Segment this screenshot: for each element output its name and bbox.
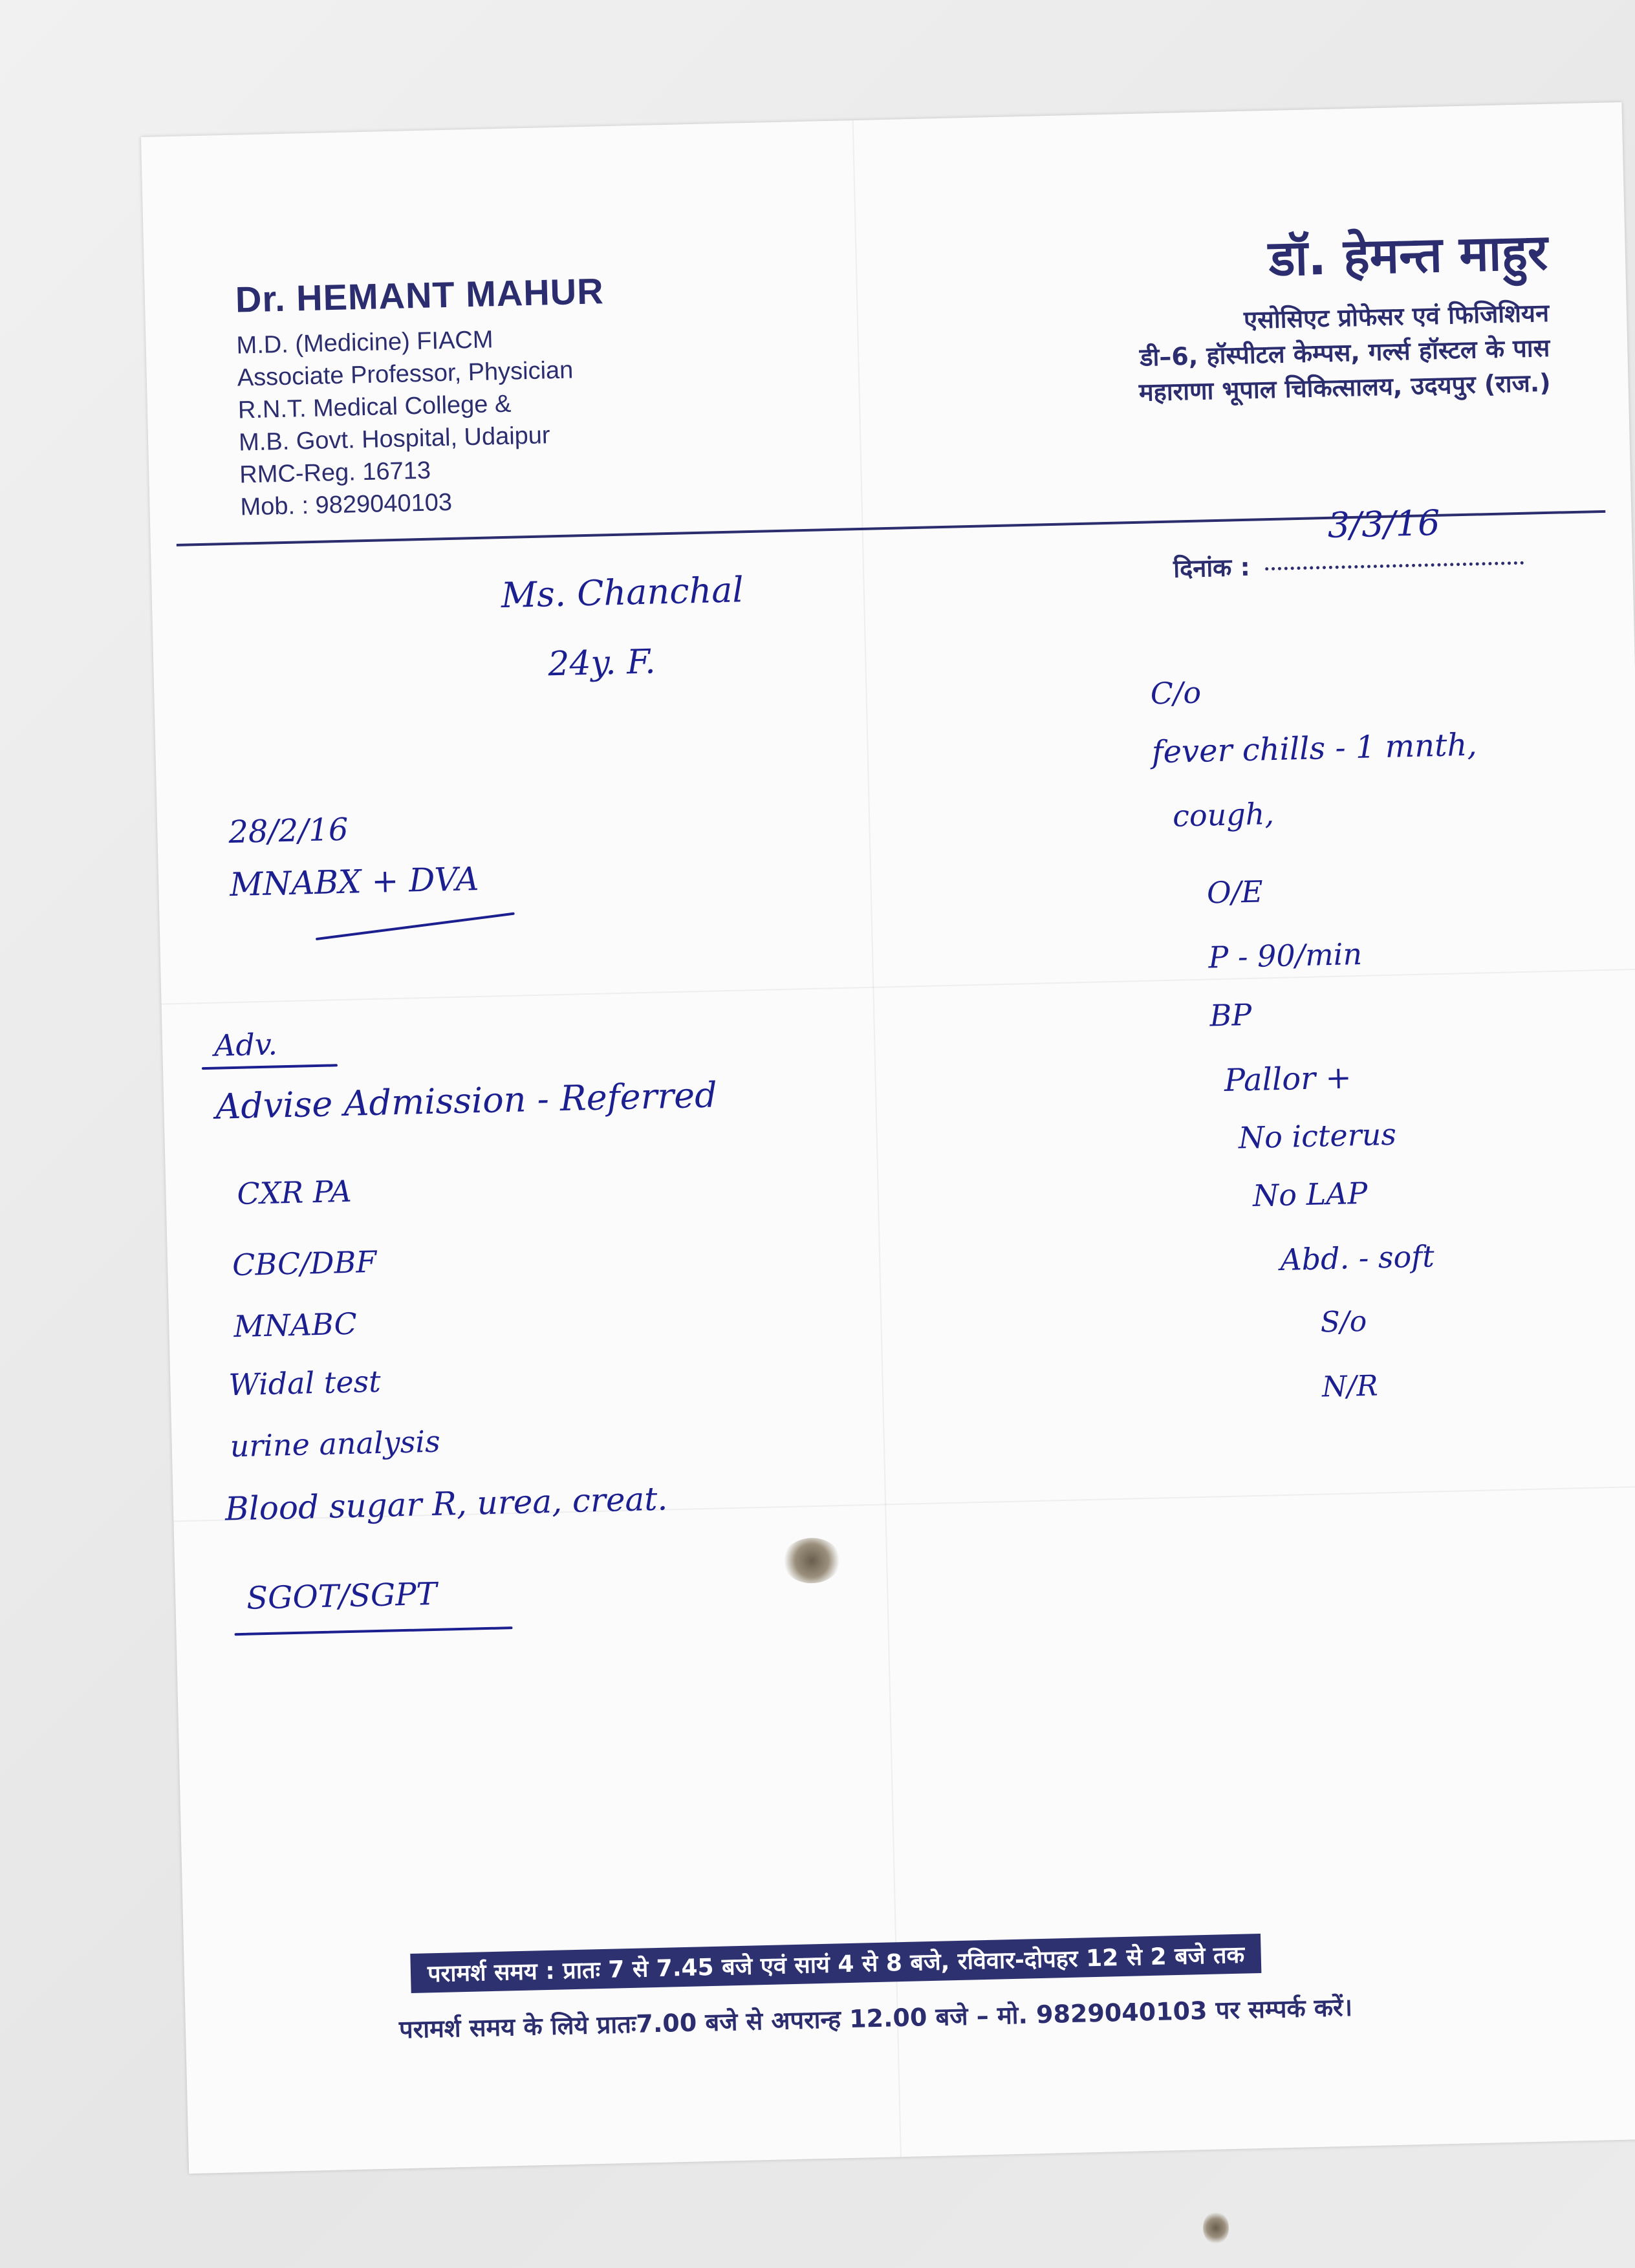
exam-label: O/E xyxy=(1206,874,1264,911)
hospital-hi: महाराणा भूपाल चिकित्सालय, उदयपुर (राज.) xyxy=(1138,368,1552,407)
advice-note: Advise Admission - Referred xyxy=(215,1074,718,1127)
advice-label: Adv. xyxy=(213,1026,278,1063)
history-underline xyxy=(316,913,515,941)
exam-item: Pallor + xyxy=(1224,1059,1352,1099)
final-test-underline xyxy=(235,1626,513,1636)
scan-speck xyxy=(1203,2212,1229,2244)
advice-label-underline xyxy=(202,1064,338,1070)
prescription-sheet xyxy=(141,102,1635,2174)
address-hi: डी–6, हॉस्पीटल केम्पस, गर्ल्स हॉस्टल के पास xyxy=(1139,333,1550,372)
paper-fold xyxy=(852,120,902,2157)
patient-name: Ms. Chanchal xyxy=(501,569,744,616)
history-date: 28/2/16 xyxy=(228,811,349,851)
investigation-item: urine analysis xyxy=(230,1423,441,1464)
complaint-label: C/o xyxy=(1150,675,1202,711)
investigation-item: Blood sugar R, urea, creat. xyxy=(224,1480,668,1528)
final-test: SGOT/SGPT xyxy=(246,1575,438,1617)
qualification: M.D. (Medicine) FIACM xyxy=(236,326,493,360)
exam-item: No LAP xyxy=(1252,1175,1368,1213)
doctor-name-en: Dr. HEMANT MAHUR xyxy=(235,270,605,320)
doctor-name-hi: डॉ. हेमन्त माहुर xyxy=(1268,222,1548,287)
exam-item: Abd. - soft xyxy=(1279,1238,1435,1277)
college: R.N.T. Medical College & xyxy=(237,390,512,424)
hospital: M.B. Govt. Hospital, Udaipur xyxy=(238,422,551,457)
date-dotted-line xyxy=(1265,561,1524,570)
complaint-item: cough, xyxy=(1172,796,1275,834)
consultation-timing-band: परामर्श समय : प्रातः 7 से 7.45 बजे एवं सायं 4 से 8 बजे, रविवार-दोपहर 12 से 2 बजे तक xyxy=(410,1934,1261,1993)
exam-item: P - 90/min xyxy=(1207,936,1363,975)
exam-item: No icterus xyxy=(1238,1116,1397,1156)
history-note: MNABX + DVA xyxy=(229,860,479,904)
letterhead-english xyxy=(235,270,609,523)
investigation-item: Widal test xyxy=(228,1363,382,1403)
date-value: 3/3/16 xyxy=(1326,502,1441,546)
ink-stain xyxy=(782,1537,841,1584)
contact-line: परामर्श समय के लिये प्रातः7.00 बजे से अपरान्ह 12.00 बजे – मो. 9829040103 पर सम्पर्क करें। xyxy=(398,1993,1353,2044)
designation: Associate Professor, Physician xyxy=(237,356,574,392)
patient-age-sex: 24y. F. xyxy=(547,642,656,684)
paper-fold xyxy=(162,969,1635,1005)
letterhead-hindi xyxy=(1135,217,1551,410)
date-label: दिनांक : xyxy=(1173,552,1251,583)
investigation-item: MNABC xyxy=(233,1306,358,1345)
designation-hi: एसोसिएट प्रोफेसर एवं फिजिशियन xyxy=(1243,298,1550,334)
exam-item: BP xyxy=(1209,997,1252,1033)
exam-item: N/R xyxy=(1321,1369,1379,1404)
investigation-item: CXR PA xyxy=(236,1173,352,1211)
exam-item: S/o xyxy=(1320,1304,1367,1339)
investigation-item: CBC/DBF xyxy=(232,1244,377,1283)
complaint-item: fever chills - 1 mnth, xyxy=(1151,726,1478,771)
registration-number: RMC-Reg. 16713 xyxy=(239,457,431,489)
mobile-number: Mob. : 9829040103 xyxy=(240,488,453,521)
